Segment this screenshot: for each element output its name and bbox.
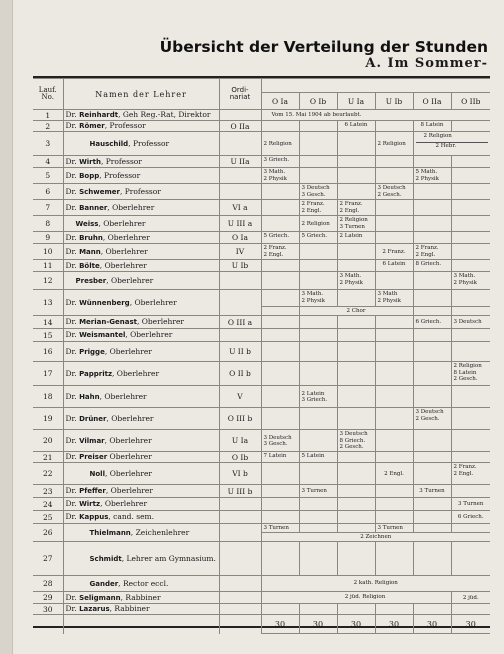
ordinariat [219, 524, 261, 542]
cell: 2 Engl. [375, 463, 413, 485]
row-number: 8 [33, 216, 63, 232]
teacher-name: Dr. Bruhn, Oberlehrer [63, 232, 219, 244]
table-row [33, 498, 490, 511]
teacher-name: Presber, Oberlehrer [63, 272, 219, 290]
religion-note: 2 jüd. Religion [261, 592, 451, 604]
row-number: 26 [33, 524, 63, 542]
table-row [33, 244, 490, 260]
ordinariat: U IIa [219, 156, 261, 168]
cell: 6 Latein [375, 260, 413, 272]
ordinariat [219, 184, 261, 200]
teacher-name: Hauschild, Professor [63, 132, 219, 156]
ordinariat [219, 132, 261, 156]
teacher-name: Dr. Vilmar, Oberlehrer [63, 430, 219, 452]
cell: 2 Latein 3 Griech. [299, 386, 337, 408]
row-number: 7 [33, 200, 63, 216]
ordinariat [219, 542, 261, 576]
cell: 2 Franz. [375, 244, 413, 260]
cell: 8 Griech. [413, 260, 451, 272]
ordinariat: VI a [219, 200, 261, 216]
teacher-name: Dr. Drüner, Oberlehrer [63, 408, 219, 430]
ordinariat [219, 511, 261, 524]
cell: 3 Deutsch 3 Gesch. [299, 184, 337, 200]
row-number: 24 [33, 498, 63, 511]
total-uia: 30 [337, 615, 375, 634]
table-row [33, 542, 490, 576]
cell: 8 Latein [413, 121, 451, 132]
cell: 2 Religion 3 Turnen [337, 216, 375, 232]
cell: 2 Latein [337, 232, 375, 244]
total-uib: 30 [375, 615, 413, 634]
cell: 2 Religion [261, 132, 299, 156]
ordinariat: O II b [219, 362, 261, 386]
teacher-name: Dr. Preiser Oberlehrer [63, 452, 219, 463]
row-number: 4 [33, 156, 63, 168]
row-number: 25 [33, 511, 63, 524]
cell: 3 Math 2 Physik [375, 290, 413, 307]
row-number: 3 [33, 132, 63, 156]
header-class-uib: U Ib [375, 93, 413, 110]
cell [261, 121, 299, 132]
row-number: 18 [33, 386, 63, 408]
table-row [33, 342, 490, 362]
ordinariat: O IIa [219, 121, 261, 132]
ordinariat: VI b [219, 463, 261, 485]
row-number: 10 [33, 244, 63, 260]
table-row [33, 604, 490, 615]
cell: 5 Griech. [261, 232, 299, 244]
row-number: 15 [33, 329, 63, 342]
table-row [33, 386, 490, 408]
table-row [33, 316, 490, 329]
row-number: 30 [33, 604, 63, 615]
ordinariat [219, 498, 261, 511]
row-number: 6 [33, 184, 63, 200]
table-row [33, 121, 490, 132]
cell: 2 Franz. 2 Engl. [413, 244, 451, 260]
totals-row [33, 615, 490, 634]
ordinariat [219, 604, 261, 615]
cell: 2 jüd. [451, 592, 490, 604]
header-class-oiib: O IIb [451, 93, 490, 110]
teacher-name: Dr. Merian-Genast, Oberlehrer [63, 316, 219, 329]
schedule-table-container [33, 76, 490, 628]
cell: 2 Franz. 2 Engl. [337, 200, 375, 216]
page-title: Übersicht der Verteilung der Stunden [159, 38, 488, 56]
ordinariat: O III b [219, 408, 261, 430]
teacher-name: Dr. Bölte, Oberlehrer [63, 260, 219, 272]
teacher-name: Dr. Wirtz, Oberlehrer [63, 498, 219, 511]
teacher-name: Dr. Seligmann, Rabbiner [63, 592, 219, 604]
cell: 7 Latein [261, 452, 299, 463]
teacher-name: Dr. Wirth, Professor [63, 156, 219, 168]
total-oia: 30 [261, 615, 299, 634]
cell: 6 Griech. [451, 511, 490, 524]
ordinariat: V [219, 386, 261, 408]
row-number: 9 [33, 232, 63, 244]
ordinariat: IV [219, 244, 261, 260]
teacher-name: Schmidt, Lehrer am Gymnasium. [63, 542, 219, 576]
table-row [33, 362, 490, 386]
header-class-group [261, 79, 490, 93]
schedule-rows [33, 110, 490, 634]
cell: 3 Deutsch 2 Gesch. [375, 184, 413, 200]
row-number: 19 [33, 408, 63, 430]
header-class-oiia: O IIa [413, 93, 451, 110]
teacher-name: Dr. Lazarus, Rabbiner [63, 604, 219, 615]
teacher-name: Dr. Römer, Professor [63, 121, 219, 132]
schedule-table [33, 78, 490, 634]
total-oiia: 30 [413, 615, 451, 634]
table-row [33, 110, 490, 121]
ordinariat [219, 272, 261, 290]
table-row [33, 430, 490, 452]
table-row [33, 452, 490, 463]
cell: 2 Religion 2 Hebr. [413, 132, 490, 156]
cell: 3 Deutsch [451, 316, 490, 329]
ordinariat: O Ib [219, 452, 261, 463]
cell: 3 Deutsch 8 Griech. 2 Gesch. [337, 430, 375, 452]
row-number: 17 [33, 362, 63, 386]
cell: 2 Franz. 2 Engl. [451, 463, 490, 485]
teacher-name: Dr. Reinhardt, Geh Reg.-Rat, Direktor [63, 110, 219, 121]
cell: 2 Religion 8 Latein 2 Gesch. [451, 362, 490, 386]
cell: 3 Turnen [413, 485, 451, 498]
header-teacher-names: Namen der Lehrer [63, 79, 219, 110]
header-ordinariat: Ordi- nariat [219, 79, 261, 110]
table-row [33, 232, 490, 244]
table-row [33, 408, 490, 430]
teacher-name: Dr. Mann, Oberlehrer [63, 244, 219, 260]
cell [451, 121, 490, 132]
row-number: 23 [33, 485, 63, 498]
cell: 3 Turnen [261, 524, 299, 533]
ordinariat: U Ib [219, 260, 261, 272]
table-row [33, 524, 490, 533]
table-row [33, 184, 490, 200]
cell: 3 Deutsch 3 Gesch. [261, 430, 299, 452]
cell: 3 Math. 2 Physik [451, 272, 490, 290]
religion-note: 2 kath. Religion [261, 576, 490, 592]
row-number: 1 [33, 110, 63, 121]
cell: 3 Math. 2 Physik [337, 272, 375, 290]
page-binding-edge [0, 0, 13, 654]
ordinariat: U III b [219, 485, 261, 498]
total-oib: 30 [299, 615, 337, 634]
table-row [33, 329, 490, 342]
cell: 5 Latein [299, 452, 337, 463]
ordinariat: U II b [219, 342, 261, 362]
table-row [33, 216, 490, 232]
row-number: 21 [33, 452, 63, 463]
cell: 2 Franz. 2 Engl. [261, 244, 299, 260]
header-class-oib: O Ib [299, 93, 337, 110]
cell [337, 132, 375, 156]
row-number: 5 [33, 168, 63, 184]
ordinariat [219, 576, 261, 592]
table-row [33, 132, 490, 156]
cell [375, 121, 413, 132]
teacher-name: Dr. Banner, Oberlehrer [63, 200, 219, 216]
teacher-name: Thielmann, Zeichenlehrer [63, 524, 219, 542]
row-number: 12 [33, 272, 63, 290]
row-number: 2 [33, 121, 63, 132]
cell: 3 Math. 2 Physik [299, 290, 337, 307]
cell: 3 Turnen [299, 485, 337, 498]
cell [299, 121, 337, 132]
row-number: 14 [33, 316, 63, 329]
ordinariat: O Ia [219, 232, 261, 244]
table-row [33, 272, 490, 290]
teacher-name: Gander, Rector eccl. [63, 576, 219, 592]
row-number: 29 [33, 592, 63, 604]
teacher-name: Dr. Pappritz, Oberlehrer [63, 362, 219, 386]
table-row [33, 576, 490, 592]
table-row [33, 592, 490, 604]
cell: 5 Griech. [299, 232, 337, 244]
table-row [33, 463, 490, 485]
teacher-name: Dr. Bopp, Professor [63, 168, 219, 184]
row-number: 13 [33, 290, 63, 316]
header-class-oia: O Ia [261, 93, 299, 110]
ordinariat [219, 329, 261, 342]
ordinariat [219, 168, 261, 184]
teacher-name: Dr. Schwemer, Professor [63, 184, 219, 200]
cell: 6 Latein [337, 121, 375, 132]
total-oiib: 30 [451, 615, 490, 634]
chor-note: 2 Chor [299, 307, 413, 316]
teacher-name: Dr. Kappus, cand. sem. [63, 511, 219, 524]
table-row [33, 200, 490, 216]
teacher-name: Weiss, Oberlehrer [63, 216, 219, 232]
teacher-name: Dr. Wünnenberg, Oberlehrer [63, 290, 219, 316]
table-row [33, 156, 490, 168]
cell: 2 Religion [299, 216, 337, 232]
teacher-name: Dr. Weismantel, Oberlehrer [63, 329, 219, 342]
ordinariat: O III a [219, 316, 261, 329]
header-class-uia: U Ia [337, 93, 375, 110]
table-row [33, 260, 490, 272]
cell: 5 Math. 2 Physik [413, 168, 451, 184]
cell: 6 Griech. [413, 316, 451, 329]
row-number: 20 [33, 430, 63, 452]
teacher-name: Noll, Oberlehrer [63, 463, 219, 485]
cell: 3 Deutsch 2 Gesch. [413, 408, 451, 430]
table-row [33, 168, 490, 184]
page-subtitle: A. Im Sommer- [365, 56, 488, 71]
ordinariat: U III a [219, 216, 261, 232]
ordinariat [219, 290, 261, 316]
cell: 3 Turnen [451, 498, 490, 511]
cell: 3 Griech. [261, 156, 299, 168]
cell [299, 132, 337, 156]
row-number: 16 [33, 342, 63, 362]
ordinariat [219, 110, 261, 121]
row-number: 28 [33, 576, 63, 592]
teacher-name: Dr. Prigge, Oberlehrer [63, 342, 219, 362]
leave-note: Vom 15. Mai 1904 ab beurlaubt. [261, 110, 490, 121]
row-number: 22 [33, 463, 63, 485]
ordinariat: U Ia [219, 430, 261, 452]
cell: 2 Franz. 2 Engl. [299, 200, 337, 216]
table-row [33, 511, 490, 524]
header-lauf-no: Lauf. No. [33, 79, 63, 110]
teacher-name: Dr. Pfeffer, Oberlehrer [63, 485, 219, 498]
table-row [33, 485, 490, 498]
cell: 3 Turnen [375, 524, 413, 533]
cell: 3 Math. 2 Physik [261, 168, 299, 184]
ordinariat [219, 592, 261, 604]
cell: 2 Religion [375, 132, 413, 156]
row-number: 27 [33, 542, 63, 576]
teacher-name: Dr. Hahn, Oberlehrer [63, 386, 219, 408]
row-number: 11 [33, 260, 63, 272]
table-row [33, 290, 490, 307]
zeichnen-note: 2 Zeichnen [261, 533, 490, 542]
